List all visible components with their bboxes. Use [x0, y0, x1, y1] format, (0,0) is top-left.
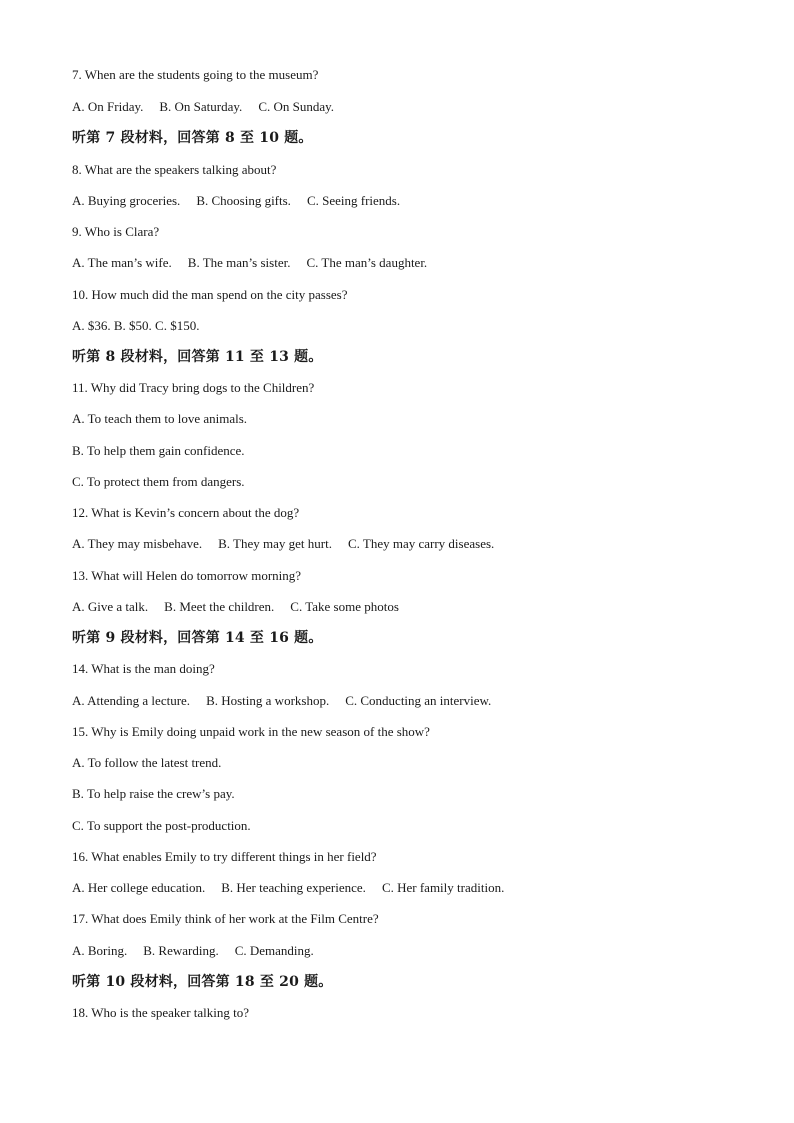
section-heading-7: 听第 7 段材料，回答第 8 至 10 题。 — [72, 130, 313, 146]
section-heading-10: 听第 10 段材料，回答第 18 至 20 题。 — [72, 974, 333, 990]
options-8 — [72, 192, 400, 210]
option-15-c: C. To support the post-production. — [72, 818, 251, 833]
question-16: 16. What enables Emily to try different things in her field? — [72, 849, 377, 864]
option-c: C. Take some photos — [290, 599, 399, 614]
section-heading-9: 听第 9 段材料，回答第 14 至 16 题。 — [72, 630, 323, 646]
option-b: B. Hosting a workshop. — [206, 693, 330, 708]
question-18: 18. Who is the speaker talking to? — [72, 1005, 250, 1020]
option-b: B. On Saturday. — [159, 99, 243, 114]
question-11: 11. Why did Tracy bring dogs to the Children? — [72, 380, 315, 395]
option-a: A. Boring. — [72, 943, 128, 958]
option-a: A. Give a talk. — [72, 599, 149, 614]
options-7 — [72, 98, 334, 116]
question-7: 7. When are the students going to the museum? — [72, 67, 319, 82]
option-c: C. Seeing friends. — [306, 193, 401, 208]
option-c: C. Conducting an interview. — [345, 693, 492, 708]
option-c: C. On Sunday. — [258, 99, 335, 114]
question-15: 15. Why is Emily doing unpaid work in the new season of the show? — [72, 724, 430, 739]
section-heading-8: 听第 8 段材料，回答第 11 至 13 题。 — [72, 349, 323, 365]
question-9: 9. Who is Clara? — [72, 224, 160, 239]
option-b: B. Rewarding. — [143, 943, 219, 958]
option-c: C. Demanding. — [234, 943, 314, 958]
option-11-c: C. To protect them from dangers. — [72, 474, 245, 489]
option-a: A. Buying groceries. — [72, 193, 181, 208]
option-15-a: A. To follow the latest trend. — [72, 755, 222, 770]
options-13 — [72, 598, 399, 616]
option-11-b: B. To help them gain confidence. — [72, 443, 245, 458]
question-14: 14. What is the man doing? — [72, 661, 215, 676]
option-c: C. The man’s daughter. — [306, 255, 428, 270]
option-a: A. Her college education. — [72, 880, 206, 895]
options-14 — [72, 692, 491, 710]
question-8: 8. What are the speakers talking about? — [72, 162, 277, 177]
option-b: B. Choosing gifts. — [196, 193, 291, 208]
question-12: 12. What is Kevin’s concern about the dog? — [72, 505, 300, 520]
options-16 — [72, 879, 504, 897]
option-a: A. They may misbehave. — [72, 536, 203, 551]
option-c: C. They may carry diseases. — [347, 536, 495, 551]
options-17 — [72, 942, 314, 960]
option-a: A. On Friday. — [72, 99, 144, 114]
option-a: A. The man’s wife. — [72, 255, 172, 270]
options-10: A. $36. B. $50. C. $150. — [72, 318, 200, 333]
option-15-b: B. To help raise the crew’s pay. — [72, 786, 235, 801]
option-c: C. Her family tradition. — [381, 880, 505, 895]
option-a: A. Attending a lecture. — [72, 693, 191, 708]
options-9 — [72, 254, 427, 272]
option-b: B. The man’s sister. — [187, 255, 291, 270]
option-b: B. Meet the children. — [164, 599, 275, 614]
question-17: 17. What does Emily think of her work at the Film Centre? — [72, 911, 379, 926]
question-13: 13. What will Helen do tomorrow morning? — [72, 568, 302, 583]
option-11-a: A. To teach them to love animals. — [72, 411, 248, 426]
option-b: B. They may get hurt. — [218, 536, 332, 551]
option-b: B. Her teaching experience. — [221, 880, 366, 895]
question-10: 10. How much did the man spend on the city passes? — [72, 287, 348, 302]
options-12 — [72, 535, 494, 553]
